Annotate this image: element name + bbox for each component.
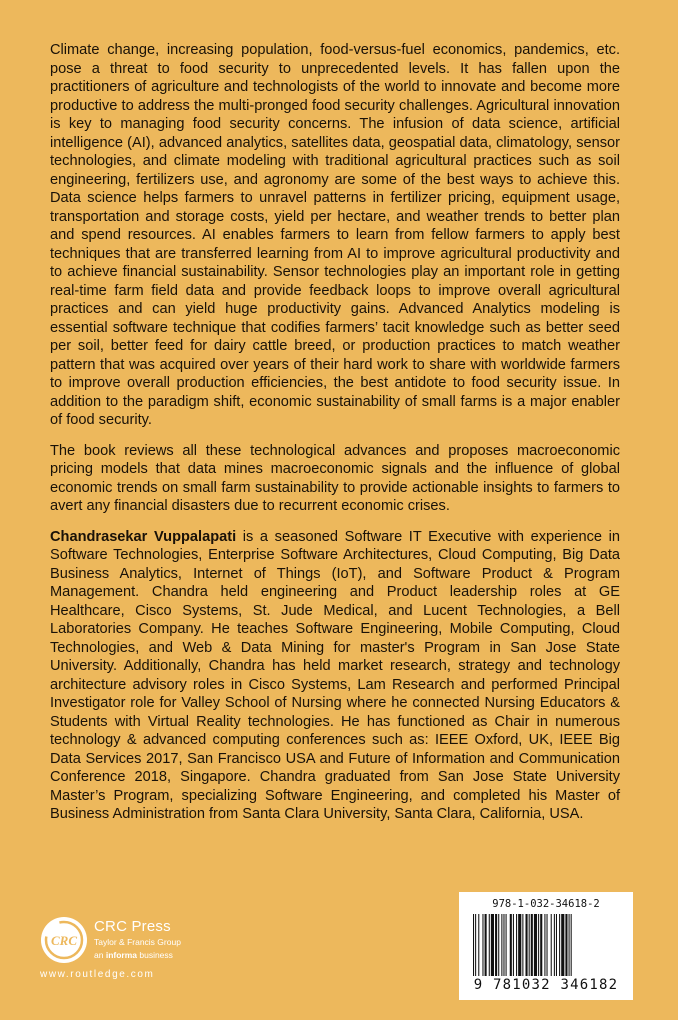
- barcode-bar: [516, 914, 517, 976]
- isbn-hyphenated: 978-1-032-34618-2: [492, 898, 600, 910]
- publisher-group: Taylor & Francis Group: [94, 937, 181, 947]
- publisher-name: CRC Press: [94, 918, 171, 935]
- barcode-bar: [547, 914, 548, 976]
- barcode-bar: [495, 914, 497, 976]
- barcode-bar: [571, 914, 572, 976]
- barcode-bar: [522, 914, 523, 976]
- barcode-bar: [540, 914, 542, 976]
- isbn-barcode-box: [459, 892, 633, 1000]
- isbn-digits: 9 781032 346182: [473, 977, 619, 993]
- barcode-bar: [513, 914, 514, 976]
- author-bio: [50, 528, 620, 824]
- description-paragraph-1: Climate change, increasing population, food-versus-fuel economics, pandemics, etc. pose a threat to food security to unprecedented levels. It has fallen upon the practitioners of agriculture and technologists of the world to innovate and become more productive to address the multi-pronged food security challenges. Agricultural innovation is key to managing food security concerns. The infusion of data science, artificial intelligence (AI), advanced analytics, satellites data, geospatial data, climatology, sensor technologies, and climate modeling with traditional agricultural practices such as soil engineering, fertilizers use, and agronomy are some of the best ways to achieve this. Data science helps farmers to unravel patterns in fertilizer pricing, equipment usage, transportation and storage costs, yield per hectare, and weather trends to better plan and spend resources. AI enables farmers to learn from fellow farmers to apply best techniques that are transferred learning from AI to improve agricultural productivity and to achieve financial sustainability. Sensor technologies play an important role in getting real-time farm field data and provide feedback loops to improve overall agricultural practices and can yield huge productivity gains. Advanced Analytics modeling is essential software technique that codifies farmers’ tacit knowledge such as better seed per soil, better feed for dairy cattle breed, or production practices to match weather pattern that was acquired over years of their hard work to share with worldwide farmers to improve overall production efficiencies, the best antidote to food security issue. In addition to the paradigm shift, economic sustainability of small farms is a major enabler of food security.: [50, 42, 620, 428]
- barcode-bar: [531, 914, 533, 976]
- barcode-bar: [473, 914, 474, 976]
- informa-prefix: an: [94, 950, 106, 960]
- barcode-bar: [551, 914, 552, 976]
- informa-word: informa: [105, 950, 137, 960]
- barcode-bar: [554, 914, 555, 976]
- cover-text-block: [50, 41, 620, 836]
- barcode-bar: [501, 914, 502, 976]
- barcode-bar: [538, 914, 539, 976]
- barcode-bar: [565, 914, 567, 976]
- barcode-bar: [485, 914, 487, 976]
- barcode-bar: [506, 914, 507, 976]
- crc-logo-text: CRC: [50, 933, 78, 948]
- barcode-bar: [534, 914, 537, 976]
- barcode-bar: [561, 914, 564, 976]
- barcode-bar: [489, 914, 490, 976]
- informa-suffix: business: [137, 950, 173, 960]
- author-bio-text: is a seasoned Software IT Executive with experience in Software Technologies, Enterprise Software Architectures, Cloud Computing, Big Data Business Analytics, Internet of Things (IoT), and Software Product & Program Management. Chandra held engineering and Product leadership roles at GE Healthcare, Cisco Systems, St. Jude Medical, and Lucent Technologies, a Bell Laboratories Company. He teaches Software Engineering, Mobile Computing, Cloud Technologies, and Web & Data Mining for master's Program in San Jose State University. Additionally, Chandra has held market research, strategy and technology architecture advisory roles in Cisco Systems, Lam Research and performed Principal Investigator role for Valley School of Nursing where he connected Nursing Educators & Students with Virtual Reality technologies. He has functioned as Chair in numerous technology & advanced computing conferences such as: IEEE Oxford, UK, IEEE Big Data Services 2017, San Francisco USA and Future of Information and Communication Conference 2018, Singapore. Chandra graduated from San Jose State University Master’s Program, specializing Software Engineering, and completed his Master of Business Administration from Santa Clara University, Santa Clara, California, USA.: [50, 528, 620, 822]
- barcode-bar: [556, 914, 557, 976]
- barcode-bar: [518, 914, 521, 976]
- author-name: Chandrasekar Vuppalapati: [50, 528, 237, 545]
- barcode-bar: [529, 914, 530, 976]
- crc-press-logo-icon: [40, 916, 88, 964]
- barcode-bar: [498, 914, 499, 976]
- barcode-bar: [559, 914, 560, 976]
- barcode-bar: [544, 914, 545, 976]
- barcode-bar: [569, 914, 570, 976]
- barcode-bar: [510, 914, 512, 976]
- barcode-bar: [526, 914, 528, 976]
- description-paragraph-2: The book reviews all these technological advances and proposes macroeconomic pricing models that data mines macroeconomic signals and the influence of global economic trends on small farm sustainability to provide actionable insights to farmers to avert any financial disasters due to recurrent economic crises.: [50, 442, 620, 514]
- barcode-bar: [478, 914, 479, 976]
- barcode-bar: [475, 914, 476, 976]
- barcode-bar: [503, 914, 504, 976]
- barcode-bar: [482, 914, 483, 976]
- publisher-url: www.routledge.com: [40, 969, 155, 980]
- publisher-informa-line: [94, 950, 173, 960]
- barcode-bar: [491, 914, 494, 976]
- publisher-block: [40, 906, 260, 996]
- barcode-icon: [471, 914, 621, 976]
